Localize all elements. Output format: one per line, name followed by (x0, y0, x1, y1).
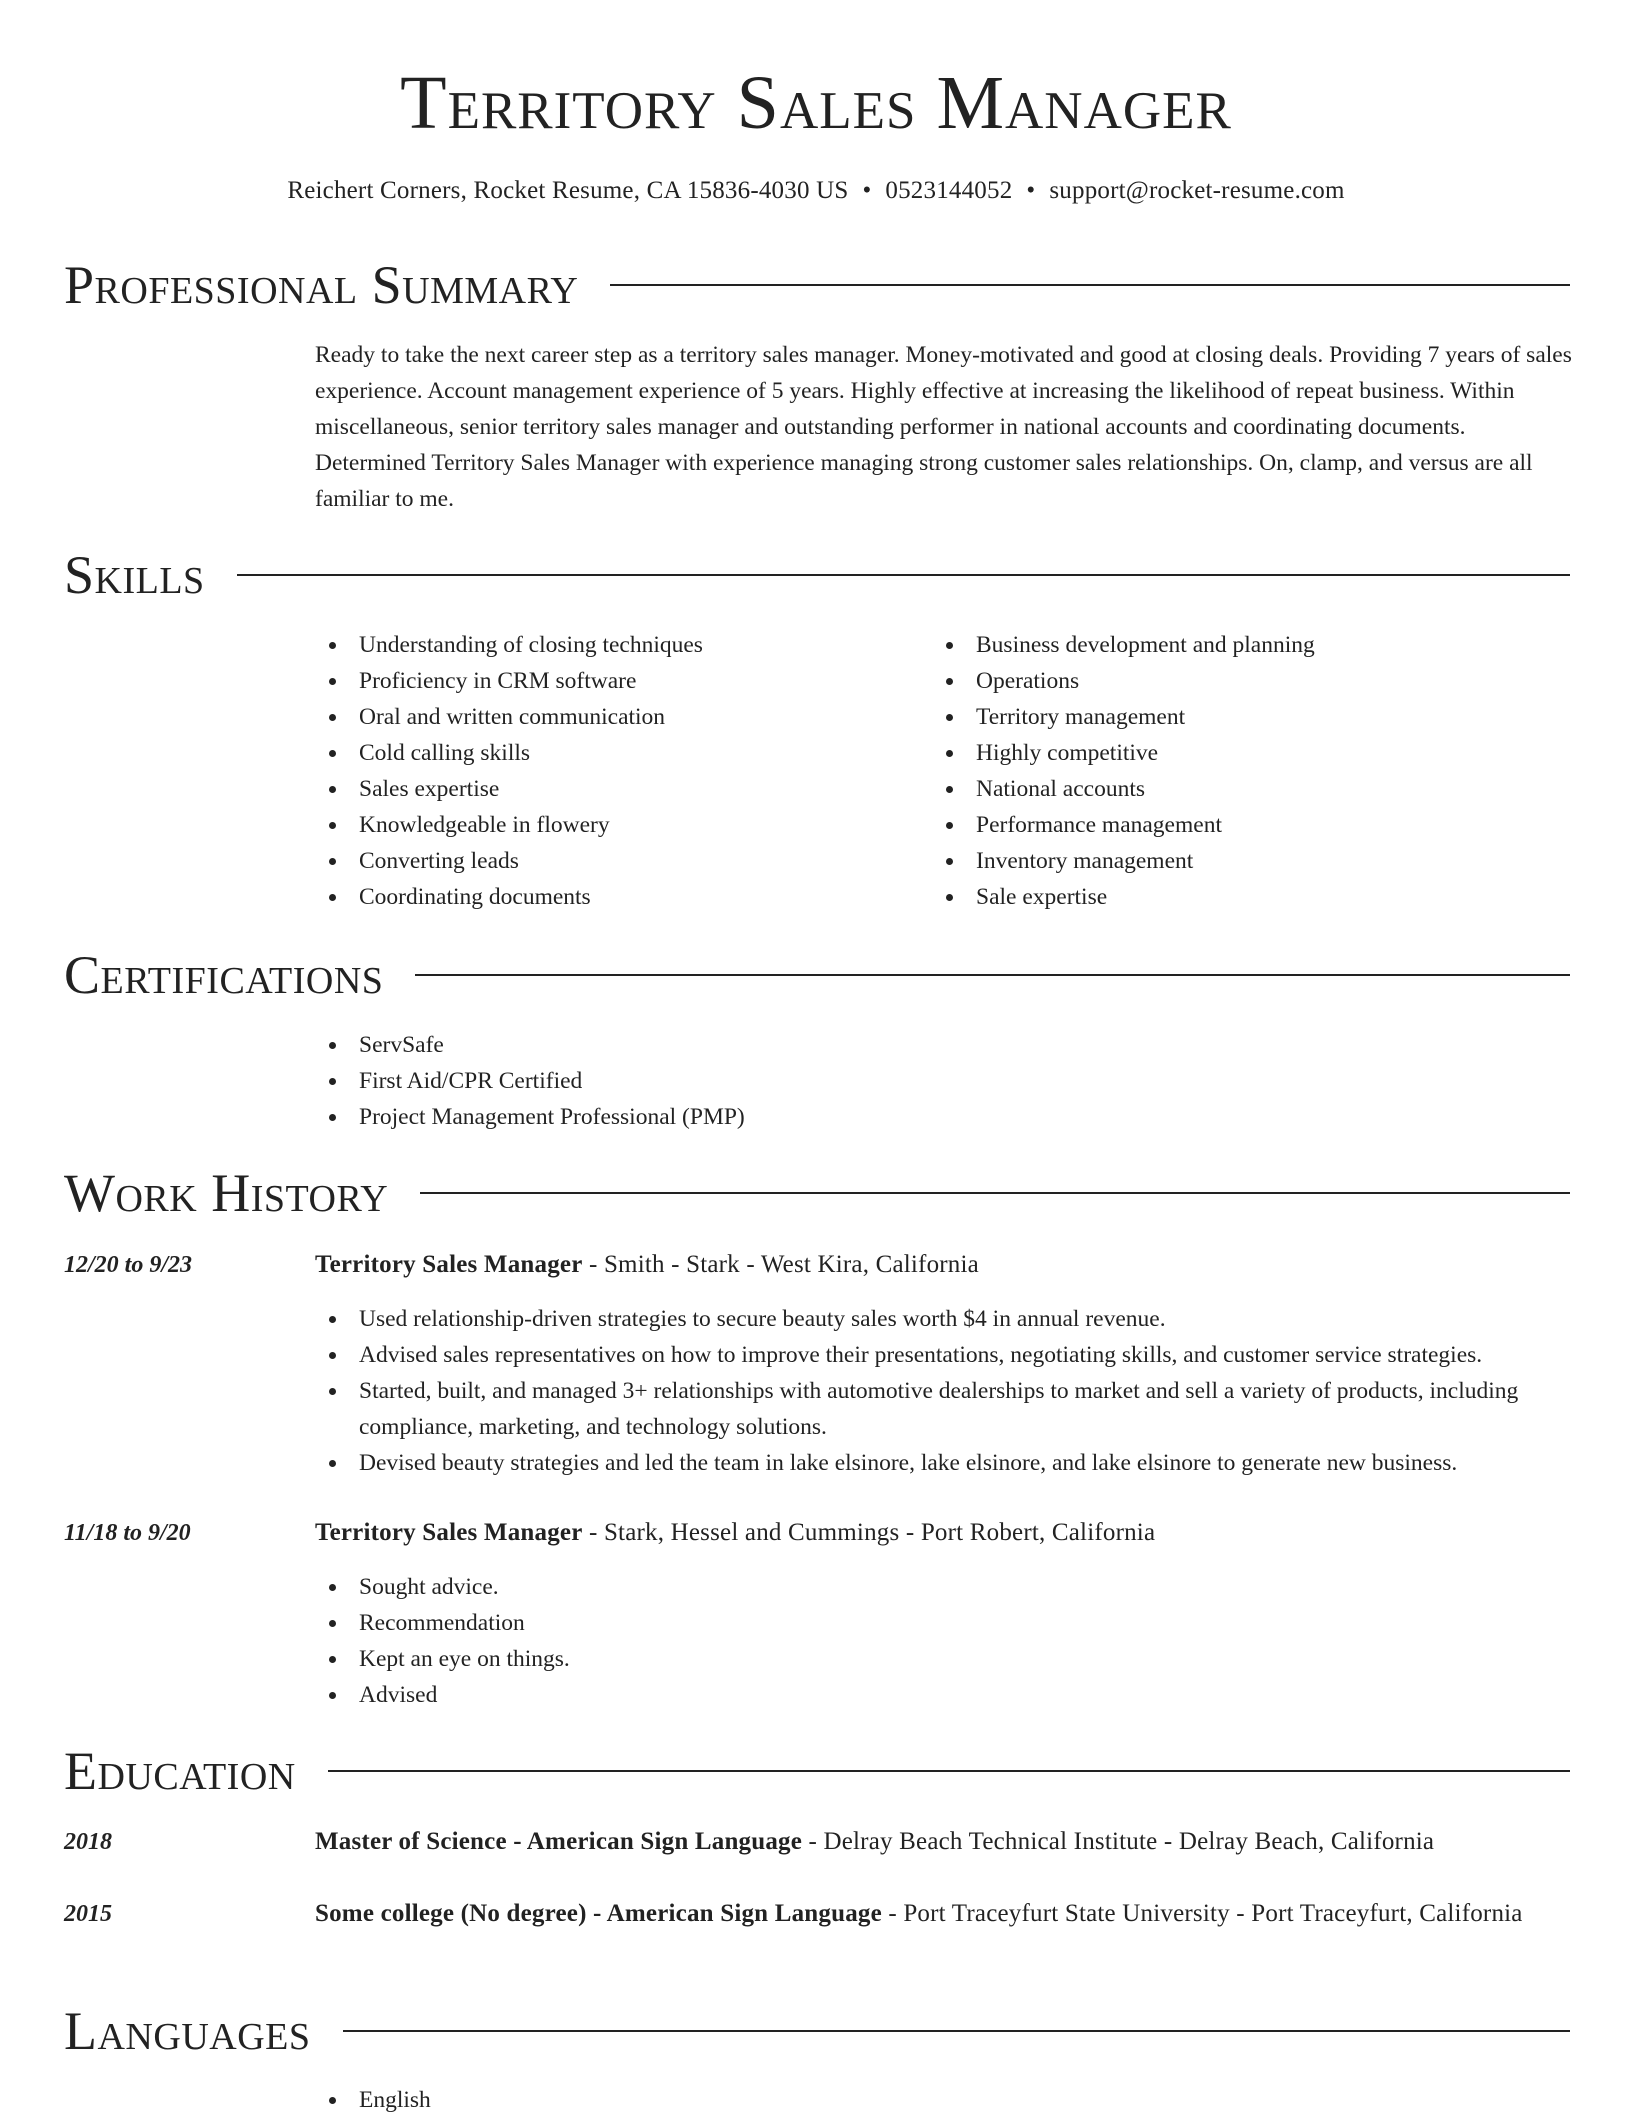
education-school: - Delray Beach Technical Institute - Delray Beach, California (802, 1828, 1435, 1855)
job-bullets (315, 1569, 1577, 1713)
job-employer: - Stark, Hessel and Cummings - Port Robert, California (582, 1519, 1156, 1546)
list-item: Coordinating documents (315, 879, 915, 915)
section-languages (64, 2000, 1570, 2062)
list-item: Kept an eye on things. (315, 1641, 1577, 1677)
section-certifications (64, 944, 1570, 1006)
list-item: Operations (932, 663, 1572, 699)
education-entry (315, 1895, 1577, 1933)
list-item: Sale expertise (932, 879, 1572, 915)
list-item: Converting leads (315, 843, 915, 879)
languages-list (315, 2082, 915, 2118)
list-item: Project Management Professional (PMP) (315, 1099, 1115, 1135)
job-role: Territory Sales Manager (315, 1251, 583, 1278)
resume-name-title: Territory Sales Manager (400, 61, 1232, 145)
section-work-history (64, 1162, 1570, 1224)
list-item: Understanding of closing techniques (315, 627, 915, 663)
education-degree: Master of Science - American Sign Language (315, 1828, 803, 1855)
list-item: National accounts (932, 771, 1572, 807)
section-title: Certifications (64, 945, 384, 1005)
section-title: Skills (64, 545, 205, 605)
summary-text: Ready to take the next career step as a territory sales manager. Money-motivated and good at closing deals. Providing 7 years of sales experience. Account management experience of 5 years. Highly effective at increasing the likelihood of repeat business. Within miscellaneous, senior territory sales manager and outstanding performer in national accounts and coordinating documents. Determined Territory Sales Manager with experience managing strong customer sales relationships. On, clamp, and versus are all familiar to me. (315, 342, 1572, 512)
contact-separator: • (862, 177, 872, 204)
list-item: English (315, 2082, 915, 2118)
list-item: First Aid/CPR Certified (315, 1063, 1115, 1099)
section-title: Professional Summary (64, 255, 579, 315)
skills-list-left (315, 627, 915, 915)
list-item: Performance management (932, 807, 1572, 843)
contact-phone: 0523144052 (885, 177, 1013, 204)
certifications-list (315, 1027, 1115, 1135)
job-title-line (315, 1246, 1577, 1284)
skills-list-right (932, 627, 1572, 915)
section-professional-summary (64, 254, 1570, 316)
section-title: Work History (64, 1163, 389, 1223)
contact-line (0, 176, 1632, 206)
list-item: Started, built, and managed 3+ relationships with automotive dealerships to market and sell a variety of products, including compliance, marketing, and technology solutions. (315, 1373, 1577, 1445)
list-item: Territory management (932, 699, 1572, 735)
list-item: Proficiency in CRM software (315, 663, 915, 699)
list-item: Highly competitive (932, 735, 1572, 771)
job-title-line (315, 1514, 1577, 1552)
list-item: Oral and written communication (315, 699, 915, 735)
section-skills (64, 544, 1570, 606)
education-degree: Some college (No degree) - American Sign Language (315, 1900, 882, 1927)
list-item: Used relationship-driven strategies to secure beauty sales worth $4 in annual revenue. (315, 1301, 1577, 1337)
contact-separator: • (1026, 177, 1036, 204)
section-divider (420, 1192, 1570, 1194)
section-divider (237, 574, 1570, 576)
job-employer: - Smith - Stark - West Kira, California (582, 1251, 979, 1278)
contact-address: Reichert Corners, Rocket Resume, CA 15836-4030 US (287, 177, 849, 204)
section-title: Education (64, 1741, 296, 1801)
list-item: Business development and planning (932, 627, 1572, 663)
list-item: Inventory management (932, 843, 1572, 879)
list-item: ServSafe (315, 1027, 1115, 1063)
list-item: Knowledgeable in flowery (315, 807, 915, 843)
education-school: - Port Traceyfurt State University - Port Traceyfurt, California (881, 1900, 1523, 1927)
education-entry (315, 1823, 1577, 1861)
education-year: 2015 (64, 1901, 112, 1927)
job-role: Territory Sales Manager (315, 1519, 583, 1546)
list-item: Advised sales representatives on how to improve their presentations, negotiating skills, and customer service strategies. (315, 1337, 1577, 1373)
section-divider (343, 2030, 1571, 2032)
list-item: Sales expertise (315, 771, 915, 807)
list-item: Recommendation (315, 1605, 1577, 1641)
list-item: Sought advice. (315, 1569, 1577, 1605)
education-year: 2018 (64, 1829, 112, 1855)
job-dates: 11/18 to 9/20 (64, 1520, 191, 1546)
job-bullets (315, 1301, 1577, 1481)
list-item: Devised beauty strategies and led the team in lake elsinore, lake elsinore, and lake elsinore to generate new business. (315, 1445, 1577, 1481)
section-divider (610, 284, 1570, 286)
section-title: Languages (64, 2001, 311, 2061)
section-divider (328, 1770, 1570, 1772)
job-dates: 12/20 to 9/23 (64, 1252, 193, 1278)
section-divider (415, 974, 1570, 976)
section-education (64, 1740, 1570, 1802)
contact-email[interactable]: support@rocket-resume.com (1049, 177, 1345, 204)
list-item: Cold calling skills (315, 735, 915, 771)
list-item: Advised (315, 1677, 1577, 1713)
